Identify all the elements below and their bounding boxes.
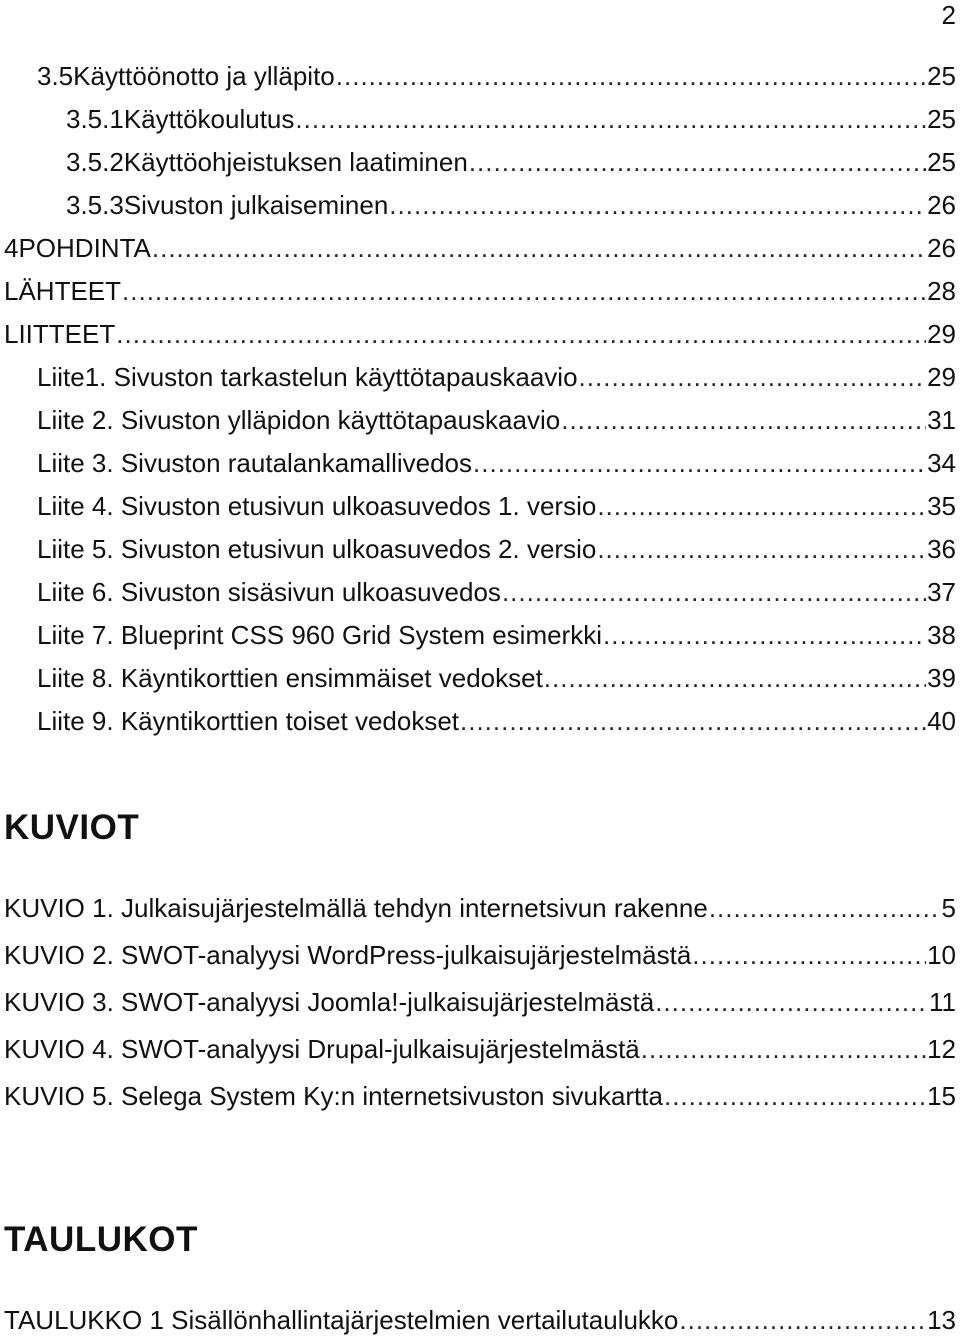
toc-dot-leader	[597, 489, 926, 523]
toc-entry-liite-8[interactable]	[37, 661, 956, 695]
table-entry-title: TAULUKKO 1 Sisällönhallintajärjestelmien vertailutaulukko	[4, 1305, 679, 1335]
toc-dot-leader	[295, 102, 926, 136]
toc-dot-leader	[603, 618, 926, 652]
toc-entry-liitteet[interactable]	[4, 317, 956, 351]
toc-entry-title: Liite 5. Sivuston etusivun ulkoasuvedos 2. versio	[37, 534, 597, 564]
figure-entry-page: 5	[941, 893, 956, 923]
toc-dot-leader	[655, 985, 928, 1019]
toc-dot-leader	[579, 360, 927, 394]
figure-entry-page: 11	[929, 987, 956, 1017]
toc-dot-leader	[460, 704, 926, 738]
toc-entry-page: 29	[927, 319, 956, 349]
toc-dot-leader	[502, 575, 926, 609]
toc-entry-title: Liite 4. Sivuston etusivun ulkoasuvedos 1. versio	[37, 491, 597, 521]
toc-entry-title: LÄHTEET	[4, 276, 122, 306]
figure-entry-3[interactable]	[4, 985, 956, 1019]
toc-entry-title: Käyttöönotto ja ylläpito	[73, 61, 335, 91]
toc-entry-number: 3.5.3	[66, 190, 124, 220]
toc-dot-leader	[544, 661, 926, 695]
toc-entry-page: 35	[927, 491, 956, 521]
toc-dot-leader	[389, 188, 926, 222]
toc-entry-number: 4	[4, 233, 19, 263]
toc-entry-3-5-1[interactable]	[66, 102, 956, 136]
figure-entry-title: KUVIO 2. SWOT-analyysi WordPress-julkaisujärjestelmästä	[4, 940, 692, 970]
toc-entry-liite-5[interactable]	[37, 532, 956, 566]
toc-entry-title: Sivuston julkaiseminen	[123, 190, 389, 220]
toc-entry-4[interactable]	[4, 231, 956, 265]
toc-entry-number: 3.5.1	[66, 104, 124, 134]
toc-entry-page: 40	[927, 706, 956, 736]
toc-entry-page: 25	[927, 104, 956, 134]
toc-dot-leader	[679, 1303, 926, 1337]
toc-dot-leader	[561, 403, 926, 437]
toc-entry-page: 36	[927, 534, 956, 564]
toc-dot-leader	[664, 1079, 926, 1113]
toc-entry-page: 29	[927, 362, 956, 392]
toc-entry-3-5-2[interactable]	[66, 145, 956, 179]
toc-entry-liite-7[interactable]	[37, 618, 956, 652]
toc-entry-title: Liite 6. Sivuston sisäsivun ulkoasuvedos	[37, 577, 501, 607]
figure-entry-title: KUVIO 1. Julkaisujärjestelmällä tehdyn internetsivun rakenne	[4, 893, 708, 923]
page-number: 2	[941, 0, 956, 30]
toc-entry-title: Käyttöohjeistuksen laatiminen	[123, 147, 468, 177]
tables-heading: TAULUKOT	[4, 1220, 198, 1259]
toc-entry-title: Käyttökoulutus	[123, 104, 295, 134]
figure-entry-page: 15	[927, 1081, 956, 1111]
table-entry-page: 13	[927, 1305, 956, 1335]
toc-entry-3-5-3[interactable]	[66, 188, 956, 222]
figure-entry-2[interactable]	[4, 938, 956, 972]
toc-entry-title: LIITTEET	[4, 319, 116, 349]
toc-entry-liite-9[interactable]	[37, 704, 956, 738]
toc-entry-lahteet[interactable]	[4, 274, 956, 308]
figure-entry-page: 12	[927, 1034, 956, 1064]
toc-entry-title: Liite 7. Blueprint CSS 960 Grid System esimerkki	[37, 620, 602, 650]
toc-entry-liite-6[interactable]	[37, 575, 956, 609]
figure-entry-title: KUVIO 4. SWOT-analyysi Drupal-julkaisujärjestelmästä	[4, 1034, 640, 1064]
toc-entry-title: Liite1. Sivuston tarkastelun käyttötapauskaavio	[37, 362, 578, 392]
toc-dot-leader	[641, 1032, 926, 1066]
toc-dot-leader	[692, 938, 926, 972]
toc-entry-page: 31	[927, 405, 956, 435]
toc-dot-leader	[116, 317, 926, 351]
toc-entry-3-5[interactable]	[37, 59, 956, 93]
toc-entry-liite-1[interactable]	[37, 360, 956, 394]
toc-entry-title: Liite 2. Sivuston ylläpidon käyttötapauskaavio	[37, 405, 561, 435]
toc-entry-page: 34	[927, 448, 956, 478]
toc-dot-leader	[473, 446, 926, 480]
toc-entry-page: 37	[927, 577, 956, 607]
figures-heading: KUVIOT	[4, 808, 140, 847]
figure-entry-4[interactable]	[4, 1032, 956, 1066]
figure-entry-5[interactable]	[4, 1079, 956, 1113]
toc-entry-page: 25	[927, 61, 956, 91]
toc-dot-leader	[122, 274, 926, 308]
toc-entry-page: 39	[927, 663, 956, 693]
figure-entry-title: KUVIO 3. SWOT-analyysi Joomla!-julkaisujärjestelmästä	[4, 987, 655, 1017]
table-entry-1[interactable]	[4, 1303, 956, 1337]
toc-entry-title: POHDINTA	[18, 233, 151, 263]
toc-entry-title: Liite 8. Käyntikorttien ensimmäiset vedokset	[37, 663, 543, 693]
toc-dot-leader	[336, 59, 926, 93]
toc-dot-leader	[597, 532, 926, 566]
toc-entry-liite-2[interactable]	[37, 403, 956, 437]
figure-entry-1[interactable]	[4, 891, 956, 925]
toc-entry-page: 26	[927, 190, 956, 220]
toc-entry-page: 38	[927, 620, 956, 650]
toc-entry-number: 3.5.2	[66, 147, 124, 177]
toc-entry-title: Liite 9. Käyntikorttien toiset vedokset	[37, 706, 460, 736]
toc-dot-leader	[709, 891, 941, 925]
figure-entry-title: KUVIO 5. Selega System Ky:n internetsivuston sivukartta	[4, 1081, 663, 1111]
toc-entry-liite-4[interactable]	[37, 489, 956, 523]
toc-entry-liite-3[interactable]	[37, 446, 956, 480]
toc-entry-number: 3.5	[37, 61, 74, 91]
toc-entry-page: 28	[927, 276, 956, 306]
figure-entry-page: 10	[927, 940, 956, 970]
toc-entry-title: Liite 3. Sivuston rautalankamallivedos	[37, 448, 473, 478]
toc-dot-leader	[152, 231, 926, 265]
toc-entry-page: 26	[927, 233, 956, 263]
toc-entry-page: 25	[927, 147, 956, 177]
toc-dot-leader	[469, 145, 926, 179]
